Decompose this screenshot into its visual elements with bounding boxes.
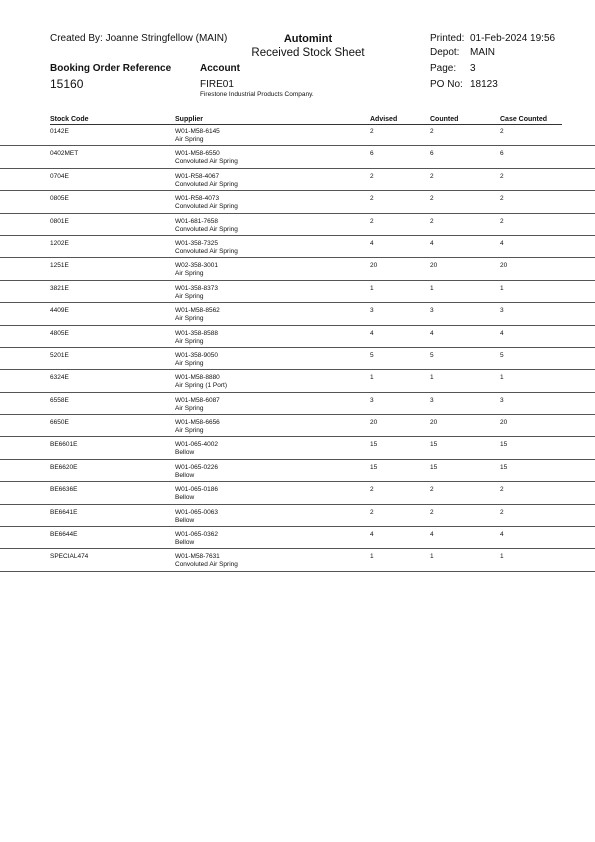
depot-label: Depot: [430,47,460,58]
case-counted-cell: 2 [500,486,504,494]
table-row [0,460,595,482]
counted-cell: 20 [430,262,438,270]
description-cell: Convoluted Air Spring [175,158,238,166]
table-row [0,437,595,459]
supplier-code-cell: W01-065-0362 [175,531,218,539]
description-cell: Convoluted Air Spring [175,180,238,188]
case-counted-cell: 2 [500,508,504,516]
advised-cell: 1 [370,374,374,382]
stock-code-cell: 0402MET [50,150,79,158]
counted-cell: 5 [430,351,434,359]
supplier-code-cell: W01-065-0186 [175,486,218,494]
table-row [0,415,595,437]
case-counted-cell: 20 [500,419,508,427]
created-by-value: Joanne Stringfellow (MAIN) [105,33,228,44]
counted-cell: 15 [430,463,438,471]
advised-cell: 15 [370,441,378,449]
col-header-case-counted: Case Counted [500,116,548,123]
advised-cell: 2 [370,486,374,494]
stock-code-cell: 3821E [50,284,69,292]
po-number: 18123 [470,79,498,90]
case-counted-cell: 5 [500,351,504,359]
case-counted-cell: 4 [500,531,504,539]
case-counted-cell: 15 [500,463,508,471]
table-row [0,326,595,348]
advised-cell: 4 [370,329,374,337]
advised-cell: 3 [370,307,374,315]
description-cell: Air Spring [175,315,204,323]
supplier-code-cell: W01-358-9050 [175,351,218,359]
advised-cell: 5 [370,351,374,359]
case-counted-cell: 1 [500,284,504,292]
counted-cell: 2 [430,128,434,135]
table-row [0,549,595,571]
case-counted-cell: 4 [500,239,504,247]
table-row [0,527,595,549]
description-cell: Bellow [175,539,195,547]
stock-code-cell: SPECIAL474 [50,553,89,561]
po-label: PO No: [430,79,463,90]
description-cell: Air Spring [175,136,204,143]
created-by-label: Created By: [50,33,103,44]
advised-cell: 2 [370,508,374,516]
table-row [0,146,595,168]
supplier-code-cell: W01-065-0226 [175,463,218,471]
supplier-code-cell: W01-M58-6087 [175,396,220,404]
table-row [0,303,595,325]
case-counted-cell: 20 [500,262,508,270]
description-cell: Bellow [175,449,195,457]
description-cell: Air Spring [175,337,204,345]
advised-cell: 4 [370,531,374,539]
case-counted-cell: 2 [500,172,504,180]
supplier-code-cell: W01-065-4002 [175,441,218,449]
counted-cell: 2 [430,217,434,225]
stock-code-cell: 6650E [50,419,69,427]
account-label: Account [200,63,240,74]
case-counted-cell: 15 [500,441,508,449]
stock-code-cell: BE6644E [50,531,78,539]
counted-cell: 1 [430,553,434,561]
counted-cell: 3 [430,396,434,404]
table-row [0,191,595,213]
counted-cell: 15 [430,441,438,449]
stock-code-cell: BE6641E [50,508,78,516]
description-cell: Air Spring [175,404,204,412]
description-cell: Convoluted Air Spring [175,247,238,255]
booking-ref-label: Booking Order Reference [50,63,172,74]
col-header-counted: Counted [430,116,459,123]
counted-cell: 1 [430,374,434,382]
stock-code-cell: 6324E [50,374,69,382]
printed-label: Printed: [430,33,465,44]
supplier-code-cell: W01-M58-7631 [175,553,220,561]
case-counted-cell: 6 [500,150,504,158]
description-cell: Bellow [175,471,195,479]
description-cell: Air Spring [175,359,204,367]
advised-cell: 2 [370,217,374,225]
col-header-advised: Advised [370,116,398,123]
stock-code-cell: 1202E [50,239,69,247]
advised-cell: 1 [370,284,374,292]
supplier-code-cell: W02-358-3001 [175,262,218,270]
advised-cell: 2 [370,172,374,180]
supplier-code-cell: W01-M58-6145 [175,128,220,135]
case-counted-cell: 2 [500,195,504,203]
counted-cell: 3 [430,307,434,315]
case-counted-cell: 2 [500,217,504,225]
advised-cell: 20 [370,262,378,270]
description-cell: Air Spring [175,292,204,300]
table-row [0,281,595,303]
description-cell: Convoluted Air Spring [175,225,238,233]
case-counted-cell: 4 [500,329,504,337]
counted-cell: 1 [430,284,434,292]
booking-ref-value: 15160 [50,77,84,91]
table-row [0,482,595,504]
supplier-code-cell: W01-M58-8880 [175,374,220,382]
table-row [0,505,595,527]
table-row [0,393,595,415]
stock-code-cell: 0801E [50,217,69,225]
stock-code-cell: 0805E [50,195,69,203]
page-label: Page: [430,63,457,74]
stock-code-cell: 0142E [50,128,69,135]
supplier-code-cell: W01-065-0063 [175,508,218,516]
sheet-title: Received Stock Sheet [251,47,365,59]
counted-cell: 20 [430,419,438,427]
advised-cell: 2 [370,128,374,135]
col-header-supplier: Supplier [175,116,204,123]
counted-cell: 6 [430,150,434,158]
counted-cell: 2 [430,486,434,494]
description-cell: Bellow [175,516,195,524]
counted-cell: 2 [430,508,434,516]
advised-cell: 20 [370,419,378,427]
col-header-stock-code: Stock Code [50,116,89,123]
stock-code-cell: 5201E [50,351,69,359]
supplier-code-cell: W01-358-7325 [175,239,218,247]
company-name: Automint [283,33,333,45]
advised-cell: 2 [370,195,374,203]
table-row [0,258,595,280]
advised-cell: 15 [370,463,378,471]
supplier-code-cell: W01-358-8588 [175,329,218,337]
description-cell: Air Spring [175,270,204,278]
stock-code-cell: BE6636E [50,486,78,494]
advised-cell: 4 [370,239,374,247]
supplier-code-cell: W01-R58-4067 [175,172,220,180]
stock-code-cell: 0704E [50,172,69,180]
counted-cell: 2 [430,172,434,180]
counted-cell: 2 [430,195,434,203]
table-row [0,214,595,236]
supplier-code-cell: W01-M58-6550 [175,150,220,158]
account-code: FIRE01 [200,79,234,90]
page-number: 3 [470,63,476,74]
case-counted-cell: 1 [500,553,504,561]
case-counted-cell: 3 [500,307,504,315]
advised-cell: 3 [370,396,374,404]
counted-cell: 4 [430,329,434,337]
description-cell: Air Spring [175,427,204,435]
supplier-code-cell: W01-M58-6656 [175,419,220,427]
printed-value: 01-Feb-2024 19:56 [470,33,556,44]
stock-table [0,124,595,572]
supplier-code-cell: W01-681-7658 [175,217,218,225]
supplier-code-cell: W01-358-8373 [175,284,218,292]
advised-cell: 6 [370,150,374,158]
counted-cell: 4 [430,239,434,247]
description-cell: Convoluted Air Spring [175,203,238,211]
created-by [50,33,227,44]
stock-code-cell: BE6601E [50,441,78,449]
depot-value: MAIN [470,47,495,58]
stock-code-cell: 6558E [50,396,69,404]
supplier-code-cell: W01-M58-8562 [175,307,220,315]
case-counted-cell: 3 [500,396,504,404]
description-cell: Bellow [175,494,195,502]
case-counted-cell: 2 [500,128,504,135]
stock-code-cell: BE6620E [50,463,78,471]
description-cell: Convoluted Air Spring [175,561,238,569]
table-row [0,236,595,258]
case-counted-cell: 1 [500,374,504,382]
table-row [0,169,595,191]
account-name: Firestone Industrial Products Company. [200,91,314,98]
stock-code-cell: 4805E [50,329,69,337]
description-cell: Air Spring (1 Port) [175,382,228,390]
table-row [0,348,595,370]
table-row [0,370,595,392]
table-row [0,124,595,146]
stock-code-cell: 1251E [50,262,69,270]
stock-code-cell: 4409E [50,307,69,315]
supplier-code-cell: W01-R58-4073 [175,195,220,203]
advised-cell: 1 [370,553,374,561]
counted-cell: 4 [430,531,434,539]
